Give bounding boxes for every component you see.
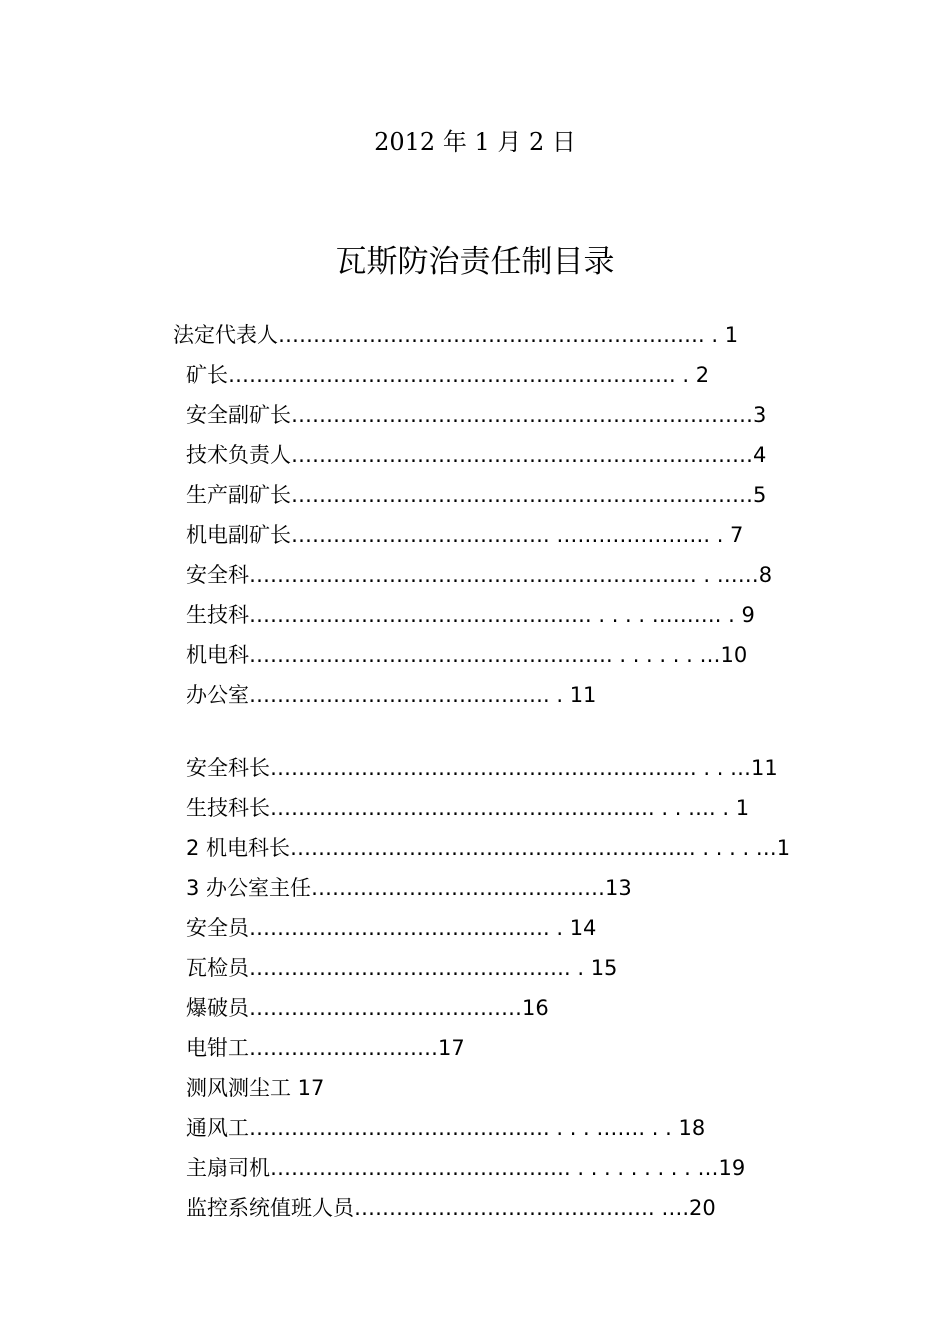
toc-entry: 电钳工………………………17 bbox=[186, 1036, 465, 1060]
toc-entry: 监控系统值班人员……………………………………. ….20 bbox=[186, 1196, 716, 1220]
toc-entry: 通风工……………………………………. . . . ……. . . 18 bbox=[186, 1116, 706, 1140]
toc-entry: 瓦检员………………………………………. . 15 bbox=[186, 956, 618, 980]
toc-entry: 安全科………………………………………………………. . ……8 bbox=[186, 563, 773, 587]
toc-entry: 矿长………………………………………………………. . 2 bbox=[186, 363, 710, 387]
toc-entry: 生技科…………………………………………. . . . . ………. . 9 bbox=[186, 603, 755, 627]
toc-entry: 机电副矿长………………………………. …………………. . 7 bbox=[186, 523, 744, 547]
toc-entry: 主扇司机……………………………………. . . . . . . . . . …19 bbox=[186, 1156, 746, 1180]
toc-entry: 安全科长……………………………………………………. . . …11 bbox=[186, 756, 778, 780]
toc-entry: 法定代表人……………………………………………………. . 1 bbox=[173, 323, 739, 347]
toc-entry: 测风测尘工 17 bbox=[186, 1076, 325, 1100]
toc-entry: 2 机电科长…………………………………………………. . . . . …1 bbox=[186, 836, 791, 860]
toc-entry: 爆破员…………………………………16 bbox=[186, 996, 549, 1020]
toc-entry: 生技科长………………………………………………. . . …. . 1 bbox=[186, 796, 750, 820]
toc-entry: 安全副矿长…………………………………………………………3 bbox=[186, 403, 767, 427]
toc-entry: 机电科……………………………………………. . . . . . . …10 bbox=[186, 643, 748, 667]
document-title: 瓦斯防治责任制目录 bbox=[335, 244, 615, 280]
toc-entry: 生产副矿长…………………………………………………………5 bbox=[186, 483, 767, 507]
toc-entry: 技术负责人…………………………………………………………4 bbox=[186, 443, 767, 467]
toc-entry: 办公室……………………………………. . 11 bbox=[186, 683, 597, 707]
document-date: 2012 年 1 月 2 日 bbox=[374, 128, 576, 156]
toc-entry: 安全员……………………………………. . 14 bbox=[186, 916, 597, 940]
toc-entry: 3 办公室主任……………………………………13 bbox=[186, 876, 632, 900]
